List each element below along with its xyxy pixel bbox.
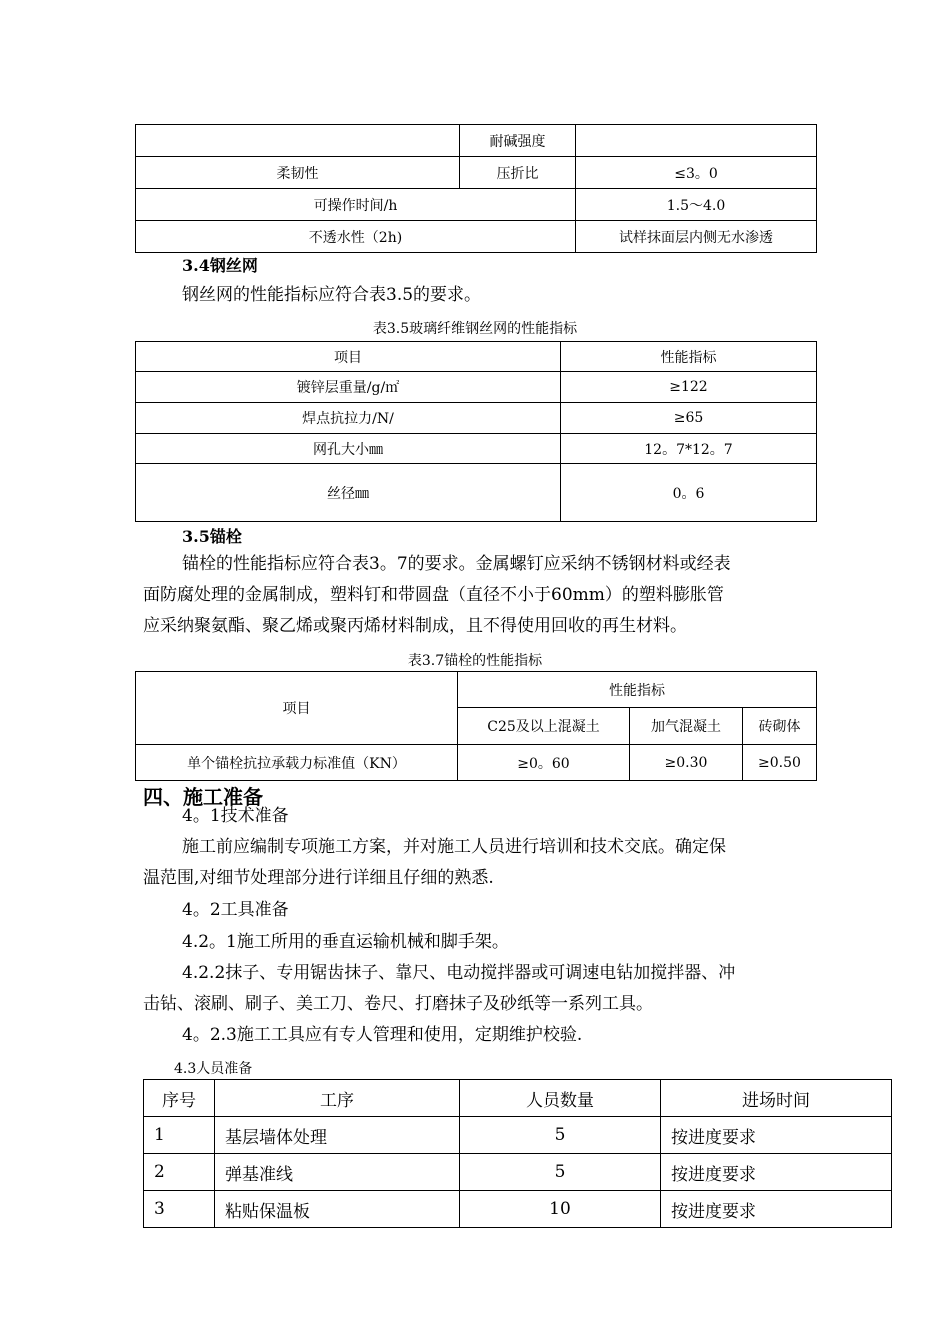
personnel-table	[143, 1079, 892, 1228]
table-cell: 10	[460, 1191, 661, 1228]
table-header-cell: 人员数量	[460, 1080, 661, 1117]
table-cell	[576, 125, 817, 157]
table-cell: 丝径㎜	[136, 464, 561, 522]
table-cell: 0。6	[561, 464, 817, 522]
chapter-heading: 四、施工准备	[143, 785, 263, 809]
paragraph-line: 击钻、滚刷、刷子、美工刀、卷尺、打磨抹子及砂纸等一系列工具。	[143, 994, 653, 1014]
table-cell: 压折比	[460, 157, 576, 189]
table-cell: 12。7*12。7	[561, 434, 817, 464]
table-header-cell: 项目	[136, 342, 561, 372]
table-header-cell: 工序	[215, 1080, 460, 1117]
paragraph: 钢丝网的性能指标应符合表3.5的要求。	[182, 285, 482, 305]
paragraph-line: 4.2.2抹子、专用锯齿抹子、靠尺、电动搅拌器或可调速电钻加搅拌器、冲	[182, 963, 736, 983]
table-cell: 弹基准线	[215, 1154, 460, 1191]
paragraph-line: 温范围,对细节处理部分进行详细且仔细的熟悉.	[143, 868, 494, 888]
paragraph-line: 锚栓的性能指标应符合表3。7的要求。金属螺钉应采纳不锈钢材料或经表	[182, 554, 731, 574]
subsection-heading: 4.3人员准备	[174, 1061, 253, 1077]
table-cell: 焊点抗拉力/N/	[136, 403, 561, 434]
table-cell: ≥65	[561, 403, 817, 434]
table-cell: 可操作时间/h	[136, 189, 576, 221]
coating-performance-table	[135, 124, 817, 253]
table-cell: 5	[460, 1117, 661, 1154]
table-cell: ≤3。0	[576, 157, 817, 189]
table-cell: 按进度要求	[661, 1154, 892, 1191]
table-cell: 试样抹面层内侧无水渗透	[576, 221, 817, 253]
table-header-cell: 序号	[144, 1080, 215, 1117]
mesh-performance-table	[135, 341, 817, 522]
table-header-cell: C25及以上混凝土	[458, 708, 630, 745]
paragraph	[143, 832, 843, 894]
table-cell: 耐碱强度	[460, 125, 576, 157]
subsection-heading: 4。2工具准备	[182, 900, 289, 920]
table-cell: ≥122	[561, 372, 817, 403]
table-cell: 镀锌层重量/g/㎡	[136, 372, 561, 403]
table-cell: 1.5～4.0	[576, 189, 817, 221]
paragraph	[143, 549, 843, 642]
table-cell: 2	[144, 1154, 215, 1191]
table-cell: 3	[144, 1191, 215, 1228]
table-header-cell: 进场时间	[661, 1080, 892, 1117]
table-cell: ≥0.50	[743, 745, 817, 781]
table-cell: 按进度要求	[661, 1191, 892, 1228]
table-header-cell: 性能指标	[458, 672, 817, 708]
table-cell: 网孔大小㎜	[136, 434, 561, 464]
table-header-cell: 项目	[136, 672, 458, 745]
table-cell: 单个锚栓抗拉承载力标准值（KN）	[136, 745, 458, 781]
table-row	[144, 1191, 892, 1228]
paragraph	[143, 958, 843, 1020]
paragraph: 4.2。1施工所用的垂直运输机械和脚手架。	[182, 932, 509, 952]
table-row	[144, 1154, 892, 1191]
table-cell: 不透水性（2h)	[136, 221, 576, 253]
paragraph-line: 应采纳聚氨酯、聚乙烯或聚丙烯材料制成，且不得使用回收的再生材料。	[143, 616, 687, 636]
paragraph-line: 面防腐处理的金属制成，塑料钉和带圆盘（直径不小于60mm）的塑料膨胀管	[143, 585, 724, 605]
table-header-cell: 砖砌体	[743, 708, 817, 745]
table-cell: 粘贴保温板	[215, 1191, 460, 1228]
paragraph-line: 施工前应编制专项施工方案，并对施工人员进行培训和技术交底。确定保	[182, 837, 726, 857]
section-heading-3-4: 3.4钢丝网	[182, 256, 258, 275]
table-cell: 基层墙体处理	[215, 1117, 460, 1154]
table-cell: 1	[144, 1117, 215, 1154]
table-caption: 表3.7锚栓的性能指标	[407, 653, 543, 669]
section-heading-3-5: 3.5锚栓	[182, 527, 242, 546]
table-header-cell: 性能指标	[561, 342, 817, 372]
table-cell: 5	[460, 1154, 661, 1191]
table-header-cell: 加气混凝土	[630, 708, 743, 745]
table-caption: 表3.5玻璃纤维钢丝网的性能指标	[372, 321, 578, 337]
table-cell: ≥0.30	[630, 745, 743, 781]
table-cell: 柔韧性	[136, 157, 460, 189]
paragraph: 4。2.3施工工具应有专人管理和使用，定期维护校验.	[182, 1025, 583, 1045]
table-row	[144, 1117, 892, 1154]
subsection-heading: 4。1技术准备	[182, 806, 289, 826]
table-cell: ≥0。60	[458, 745, 630, 781]
anchor-performance-table	[135, 671, 817, 781]
table-cell	[136, 125, 460, 157]
table-cell: 按进度要求	[661, 1117, 892, 1154]
